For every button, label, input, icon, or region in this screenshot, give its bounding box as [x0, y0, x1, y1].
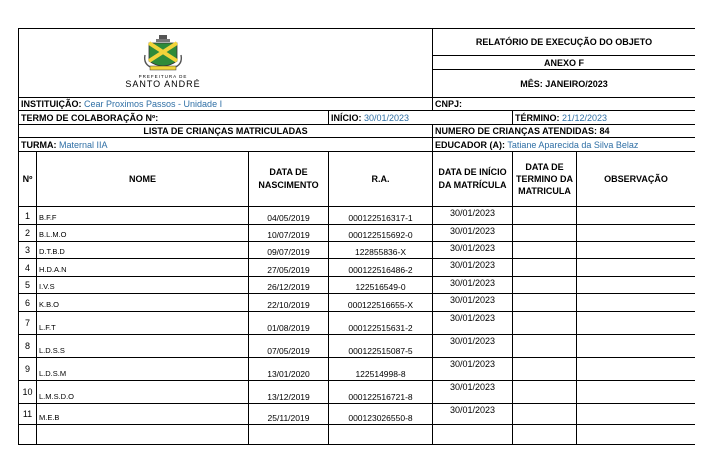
row-observacao — [577, 294, 696, 312]
termino-value: 21/12/2023 — [562, 112, 608, 123]
row-ra: 000122515631-2 — [329, 312, 433, 335]
table-row — [19, 335, 696, 358]
row-termino — [513, 404, 577, 425]
row-ra: 000123026550-8 — [329, 404, 433, 425]
turma-cell — [19, 138, 433, 152]
termino-cell — [513, 111, 696, 125]
row-nome: B.F.F — [37, 207, 249, 225]
row-nascimento: 13/01/2020 — [249, 358, 329, 381]
row-termino — [513, 259, 577, 277]
row-nome: D.T.B.D — [37, 242, 249, 259]
row-inicio: 30/01/2023 — [433, 207, 513, 225]
row-number: 9 — [19, 358, 37, 381]
table-row — [19, 312, 696, 335]
row-nascimento: 07/05/2019 — [249, 335, 329, 358]
row-nome: L.M.S.D.O — [37, 381, 249, 404]
row-termino — [513, 312, 577, 335]
row-ra: 000122516721-8 — [329, 381, 433, 404]
row-number: 10 — [19, 381, 37, 404]
row-number: 3 — [19, 242, 37, 259]
col-header-nascimento: DATA DE NASCIMENTO — [249, 152, 329, 207]
col-header-nome: NOME — [37, 152, 249, 207]
row-nome — [37, 425, 249, 445]
numero-criancas-label: NUMERO DE CRIANÇAS ATENDIDAS: 84 — [433, 125, 696, 138]
row-termino — [513, 242, 577, 259]
row-inicio: 30/01/2023 — [433, 259, 513, 277]
row-observacao — [577, 242, 696, 259]
row-termino — [513, 381, 577, 404]
row-nome: L.D.S.M — [37, 358, 249, 381]
inicio-value: 30/01/2023 — [364, 112, 410, 123]
instituicao-value: Cear Proximos Passos - Unidade I — [84, 99, 223, 109]
row-ra: 000122515692-0 — [329, 225, 433, 242]
row-observacao — [577, 312, 696, 335]
row-inicio: 30/01/2023 — [433, 335, 513, 358]
table-row — [19, 242, 696, 259]
row-ra: 000122516317-1 — [329, 207, 433, 225]
row-number: 5 — [19, 277, 37, 294]
row-nome: K.B.O — [37, 294, 249, 312]
row-inicio: 30/01/2023 — [433, 277, 513, 294]
row-inicio — [433, 425, 513, 445]
row-termino — [513, 425, 577, 445]
inicio-cell — [329, 111, 513, 125]
row-number — [19, 425, 37, 445]
turma-label: TURMA: — [21, 139, 57, 150]
row-number: 8 — [19, 335, 37, 358]
col-header-ra: R.A. — [329, 152, 433, 207]
row-termino — [513, 277, 577, 294]
row-ra — [329, 425, 433, 445]
row-observacao — [577, 207, 696, 225]
row-nome: B.L.M.O — [37, 225, 249, 242]
row-inicio: 30/01/2023 — [433, 242, 513, 259]
inicio-label: INÍCIO: — [331, 112, 362, 123]
row-observacao — [577, 425, 696, 445]
row-observacao — [577, 404, 696, 425]
row-number: 1 — [19, 207, 37, 225]
row-inicio: 30/01/2023 — [433, 294, 513, 312]
coat-of-arms-icon — [141, 35, 185, 73]
col-header-num: Nº — [19, 152, 37, 207]
row-nome: M.E.B — [37, 404, 249, 425]
row-observacao — [577, 358, 696, 381]
row-termino — [513, 358, 577, 381]
table-row — [19, 425, 696, 445]
table-row — [19, 277, 696, 294]
col-header-obs: OBSERVAÇÃO — [577, 152, 696, 207]
student-rows — [19, 207, 696, 445]
logo-cell — [19, 29, 433, 98]
row-termino — [513, 294, 577, 312]
row-ra: 000122516655-X — [329, 294, 433, 312]
table-row — [19, 358, 696, 381]
col-header-termino: DATA DE TERMINO DA MATRICULA — [513, 152, 577, 207]
table-row — [19, 294, 696, 312]
educador-cell — [433, 138, 696, 152]
row-inicio: 30/01/2023 — [433, 358, 513, 381]
row-nascimento: 26/12/2019 — [249, 277, 329, 294]
row-nascimento: 25/11/2019 — [249, 404, 329, 425]
row-nascimento: 22/10/2019 — [249, 294, 329, 312]
row-number: 11 — [19, 404, 37, 425]
annex-label: ANEXO F — [433, 56, 696, 70]
row-number: 6 — [19, 294, 37, 312]
table-row — [19, 404, 696, 425]
termo-label: TERMO DE COLABORAÇÃO Nº: — [19, 111, 329, 125]
row-inicio: 30/01/2023 — [433, 225, 513, 242]
row-observacao — [577, 335, 696, 358]
report-sheet — [18, 28, 695, 453]
santo-andre-logo — [125, 35, 201, 89]
table-row — [19, 207, 696, 225]
instituicao-row — [19, 98, 433, 111]
row-nascimento: 01/08/2019 — [249, 312, 329, 335]
educador-label: EDUCADOR (A): — [435, 139, 505, 150]
report-table — [18, 28, 695, 445]
row-inicio: 30/01/2023 — [433, 404, 513, 425]
row-nascimento: 27/05/2019 — [249, 259, 329, 277]
instituicao-label: INSTITUIÇÃO: — [21, 99, 82, 109]
row-nome: L.D.S.S — [37, 335, 249, 358]
row-termino — [513, 225, 577, 242]
row-ra: 122516549-0 — [329, 277, 433, 294]
row-observacao — [577, 259, 696, 277]
row-number: 4 — [19, 259, 37, 277]
row-nascimento: 10/07/2019 — [249, 225, 329, 242]
row-observacao — [577, 225, 696, 242]
row-termino — [513, 335, 577, 358]
logo-city-text: SANTO ANDRÉ — [125, 79, 201, 89]
row-nome: L.F.T — [37, 312, 249, 335]
month-label: MÊS: JANEIRO/2023 — [433, 70, 696, 98]
row-ra: 122855836-X — [329, 242, 433, 259]
turma-value: Maternal IIA — [59, 139, 108, 150]
report-title: RELATÓRIO DE EXECUÇÃO DO OBJETO — [433, 29, 696, 56]
logo-prefeitura-text: PREFEITURA DE — [138, 74, 188, 79]
cnpj-label: CNPJ: — [433, 98, 696, 111]
row-nascimento: 13/12/2019 — [249, 381, 329, 404]
row-nome: H.D.A.N — [37, 259, 249, 277]
row-ra: 122514998-8 — [329, 358, 433, 381]
table-row — [19, 225, 696, 242]
row-nascimento — [249, 425, 329, 445]
row-ra: 000122516486-2 — [329, 259, 433, 277]
row-ra: 000122515087-5 — [329, 335, 433, 358]
row-inicio: 30/01/2023 — [433, 312, 513, 335]
row-nome: I.V.S — [37, 277, 249, 294]
row-observacao — [577, 381, 696, 404]
row-inicio: 30/01/2023 — [433, 381, 513, 404]
row-termino — [513, 207, 577, 225]
row-nascimento: 04/05/2019 — [249, 207, 329, 225]
table-row — [19, 381, 696, 404]
table-row — [19, 259, 696, 277]
row-observacao — [577, 277, 696, 294]
col-header-inicio: DATA DE INÍCIO DA MATRÍCULA — [433, 152, 513, 207]
lista-label: LISTA DE CRIANÇAS MATRICULADAS — [19, 125, 433, 138]
row-nascimento: 09/07/2019 — [249, 242, 329, 259]
row-number: 7 — [19, 312, 37, 335]
termino-label: TÉRMINO: — [515, 112, 560, 123]
educador-value: Tatiane Aparecida da Silva Belaz — [507, 139, 639, 150]
row-number: 2 — [19, 225, 37, 242]
